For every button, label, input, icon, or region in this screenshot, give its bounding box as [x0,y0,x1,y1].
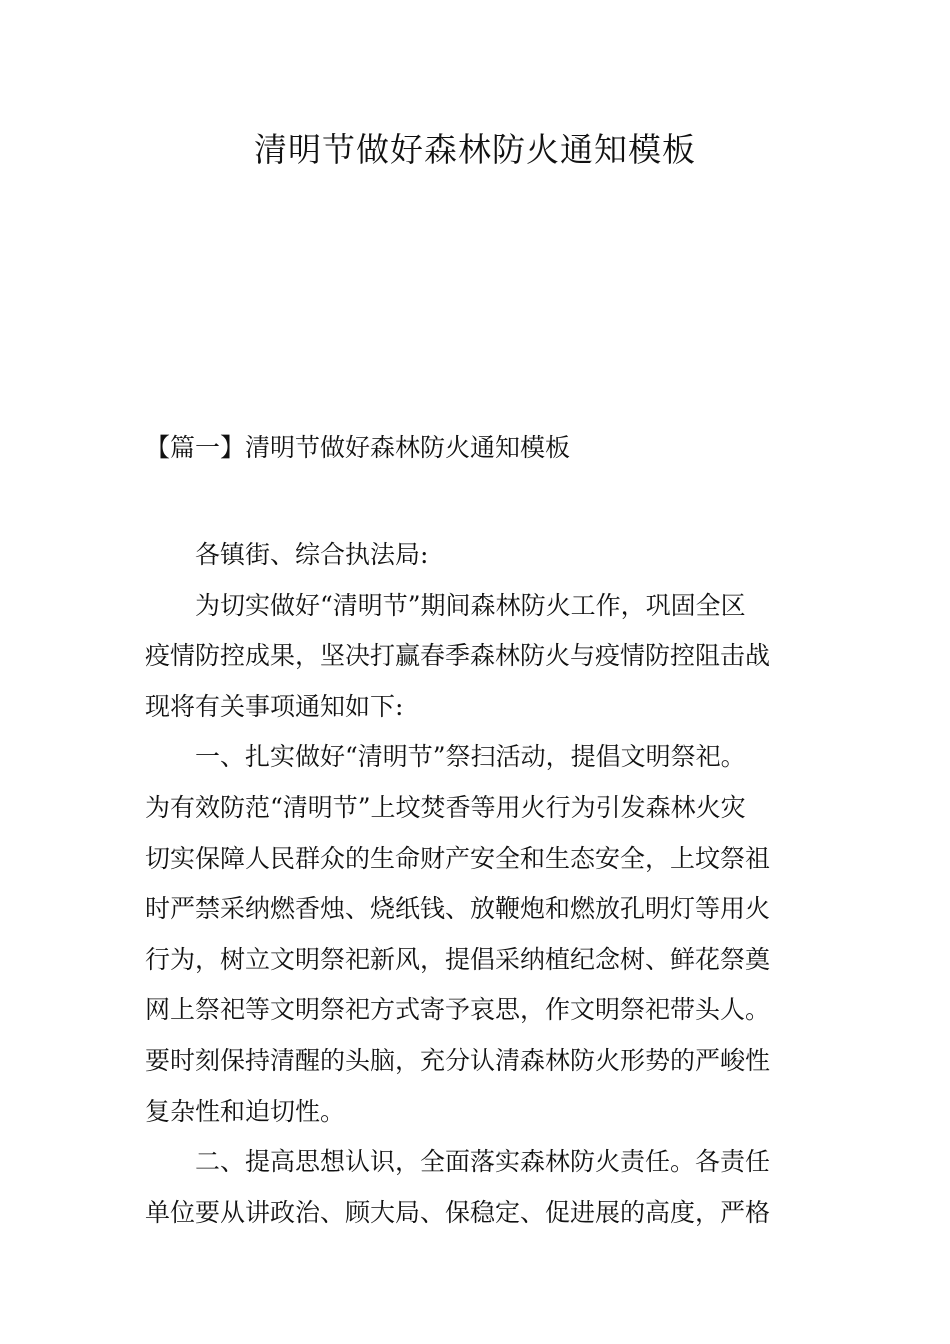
paragraph-line: 现将有关事项通知如下: [145,691,404,721]
salutation-line: 各镇街、综合执法局: [195,540,429,569]
paragraph-line: 单位要从讲政治、顾大局、保稳定、促进展的高度，严格 [145,1197,771,1227]
paragraph-line: 二、提高思想认识，全面落实森林防火责任。各责任 [195,1147,771,1177]
paragraph-line: 一、扎实做好“清明节”祭扫活动，提倡文明祭祀。 [195,742,746,772]
document-body [145,530,807,1238]
paragraph-line: 切实保障人民群众的生命财产安全和生态安全，上坟祭祖 [145,843,771,873]
paragraph-line: 行为，树立文明祭祀新风，提倡采纳植纪念树、鲜花祭奠 [145,944,771,974]
paragraph-line: 为有效防范“清明节”上坟焚香等用火行为引发森林火灾 [145,792,746,822]
paragraph-line: 时严禁采纳燃香烛、烧纸钱、放鞭炮和燃放孔明灯等用火 [145,894,771,924]
paragraph-line: 疫情防控成果，坚决打赢春季森林防火与疫情防控阻击战 [145,641,771,671]
paragraph-line: 为切实做好“清明节”期间森林防火工作，巩固全区 [195,590,746,620]
document-title: 清明节做好森林防火通知模板 [254,130,696,169]
paragraph-line: 要时刻保持清醒的头脑，充分认清森林防火形势的严峻性 [145,1045,771,1075]
paragraph-line: 复杂性和迫切性。 [145,1096,346,1126]
paragraph-line: 网上祭祀等文明祭祀方式寄予哀思，作文明祭祀带头人。 [145,995,771,1025]
section-heading: 【篇一】清明节做好森林防火通知模板 [145,433,571,462]
